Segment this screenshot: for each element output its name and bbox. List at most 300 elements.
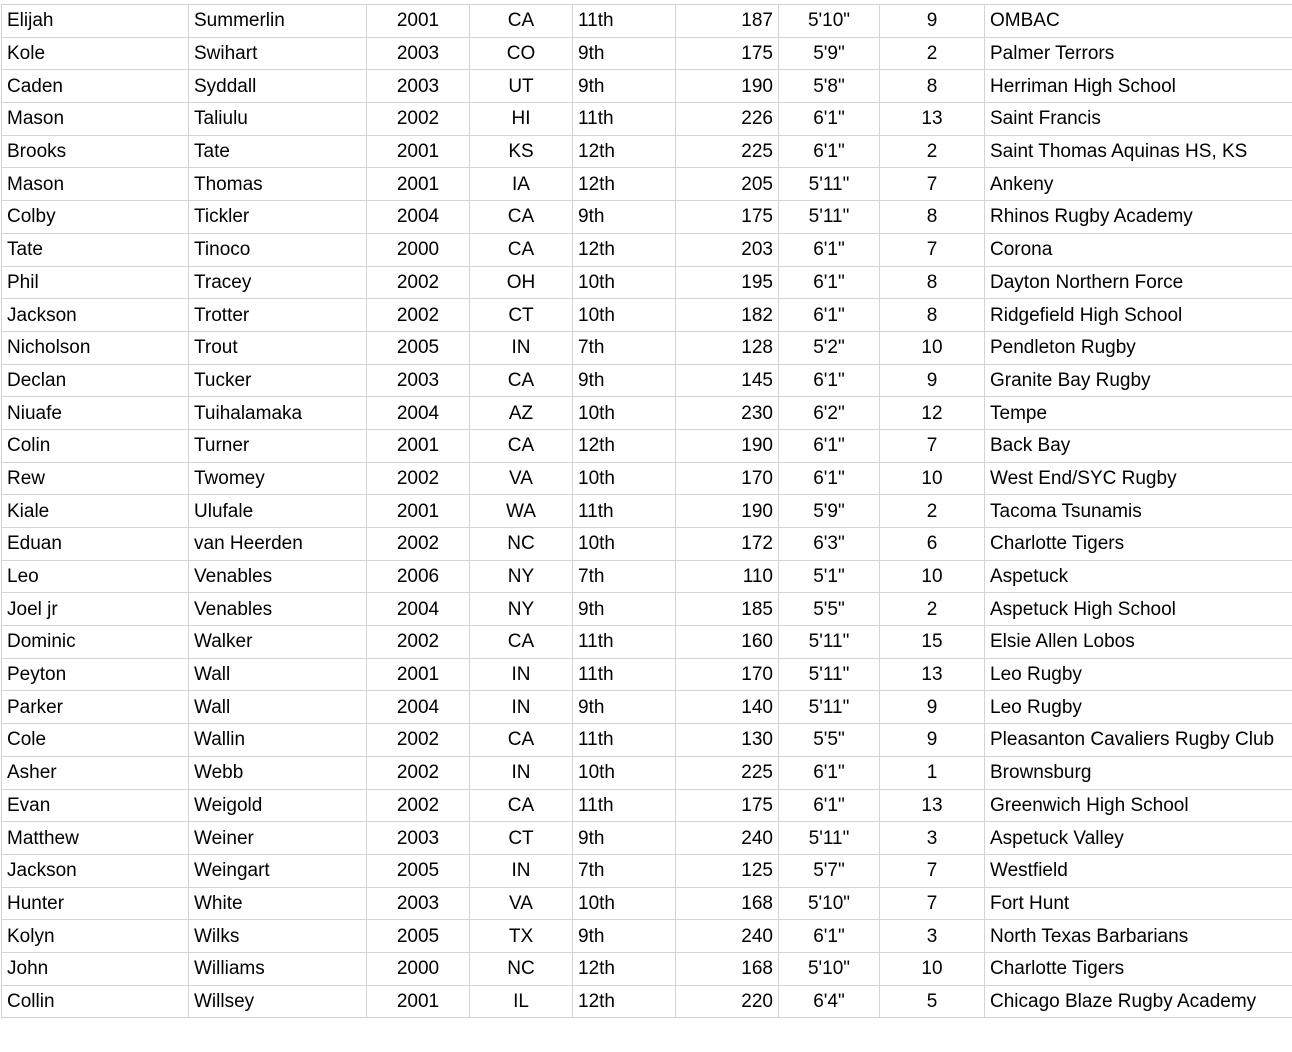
number-cell[interactable]: 13 — [880, 789, 985, 822]
height-cell[interactable]: 6'1" — [779, 789, 880, 822]
table-row — [2, 5, 1292, 38]
grade-cell[interactable]: 10th — [573, 397, 676, 430]
grade-cell[interactable]: 11th — [573, 103, 676, 136]
first-name-cell[interactable]: Caden — [2, 70, 189, 103]
first-name-cell[interactable]: Joel jr — [2, 593, 189, 626]
first-name-cell[interactable]: Collin — [2, 985, 189, 1018]
height-cell[interactable]: 6'2" — [779, 397, 880, 430]
grade-cell[interactable]: 11th — [573, 658, 676, 691]
last-name-cell[interactable]: Trout — [189, 331, 367, 364]
number-cell[interactable]: 13 — [880, 103, 985, 136]
table-row — [2, 429, 1292, 462]
last-name-cell[interactable]: White — [189, 887, 367, 920]
grade-cell[interactable]: 10th — [573, 756, 676, 789]
first-name-cell[interactable]: Nicholson — [2, 331, 189, 364]
birth-year-cell[interactable]: 2002 — [367, 789, 470, 822]
first-name-cell[interactable]: Jackson — [2, 299, 189, 332]
club-cell[interactable]: Brownsburg — [985, 756, 1292, 789]
birth-year-cell[interactable]: 2003 — [367, 887, 470, 920]
last-name-cell[interactable]: van Heerden — [189, 528, 367, 561]
table-row — [2, 985, 1292, 1018]
height-cell[interactable]: 5'5" — [779, 593, 880, 626]
grade-cell[interactable]: 7th — [573, 560, 676, 593]
weight-cell[interactable]: 230 — [676, 397, 779, 430]
grade-cell[interactable]: 12th — [573, 429, 676, 462]
state-cell[interactable]: IN — [470, 756, 573, 789]
weight-cell[interactable]: 110 — [676, 560, 779, 593]
club-cell[interactable]: Charlotte Tigers — [985, 952, 1292, 985]
state-cell[interactable]: IN — [470, 691, 573, 724]
roster-table — [1, 4, 1292, 1018]
grade-cell[interactable]: 12th — [573, 952, 676, 985]
state-cell[interactable]: CA — [470, 626, 573, 659]
birth-year-cell[interactable]: 2001 — [367, 429, 470, 462]
birth-year-cell[interactable]: 2004 — [367, 397, 470, 430]
height-cell[interactable]: 5'10" — [779, 5, 880, 38]
last-name-cell[interactable]: Williams — [189, 952, 367, 985]
table-row — [2, 462, 1292, 495]
first-name-cell[interactable]: Kolyn — [2, 920, 189, 953]
weight-cell[interactable]: 145 — [676, 364, 779, 397]
height-cell[interactable]: 5'11" — [779, 822, 880, 855]
birth-year-cell[interactable]: 2003 — [367, 37, 470, 70]
weight-cell[interactable]: 175 — [676, 37, 779, 70]
first-name-cell[interactable]: Mason — [2, 103, 189, 136]
grade-cell[interactable]: 10th — [573, 462, 676, 495]
birth-year-cell[interactable]: 2003 — [367, 822, 470, 855]
number-cell[interactable]: 10 — [880, 462, 985, 495]
grade-cell[interactable]: 11th — [573, 5, 676, 38]
first-name-cell[interactable]: John — [2, 952, 189, 985]
grade-cell[interactable]: 9th — [573, 37, 676, 70]
weight-cell[interactable]: 220 — [676, 985, 779, 1018]
weight-cell[interactable]: 175 — [676, 201, 779, 234]
last-name-cell[interactable]: Summerlin — [189, 5, 367, 38]
club-cell[interactable]: Pleasanton Cavaliers Rugby Club — [985, 724, 1292, 757]
birth-year-cell[interactable]: 2001 — [367, 5, 470, 38]
birth-year-cell[interactable]: 2000 — [367, 233, 470, 266]
table-row — [2, 168, 1292, 201]
number-cell[interactable]: 2 — [880, 593, 985, 626]
table-row — [2, 528, 1292, 561]
weight-cell[interactable]: 128 — [676, 331, 779, 364]
table-row — [2, 495, 1292, 528]
number-cell[interactable]: 3 — [880, 822, 985, 855]
height-cell[interactable]: 6'1" — [779, 103, 880, 136]
club-cell[interactable]: Pendleton Rugby — [985, 331, 1292, 364]
weight-cell[interactable]: 160 — [676, 626, 779, 659]
height-cell[interactable]: 6'1" — [779, 135, 880, 168]
height-cell[interactable]: 5'10" — [779, 952, 880, 985]
table-row — [2, 724, 1292, 757]
state-cell[interactable]: NC — [470, 952, 573, 985]
last-name-cell[interactable]: Tate — [189, 135, 367, 168]
number-cell[interactable]: 2 — [880, 135, 985, 168]
weight-cell[interactable]: 240 — [676, 822, 779, 855]
club-cell[interactable]: North Texas Barbarians — [985, 920, 1292, 953]
weight-cell[interactable]: 185 — [676, 593, 779, 626]
birth-year-cell[interactable]: 2002 — [367, 299, 470, 332]
club-cell[interactable]: Greenwich High School — [985, 789, 1292, 822]
last-name-cell[interactable]: Venables — [189, 593, 367, 626]
state-cell[interactable]: CO — [470, 37, 573, 70]
weight-cell[interactable]: 168 — [676, 887, 779, 920]
number-cell[interactable]: 10 — [880, 331, 985, 364]
number-cell[interactable]: 9 — [880, 724, 985, 757]
weight-cell[interactable]: 172 — [676, 528, 779, 561]
height-cell[interactable]: 6'1" — [779, 920, 880, 953]
club-cell[interactable]: Fort Hunt — [985, 887, 1292, 920]
number-cell[interactable]: 9 — [880, 364, 985, 397]
club-cell[interactable]: Saint Thomas Aquinas HS, KS — [985, 135, 1292, 168]
state-cell[interactable]: UT — [470, 70, 573, 103]
number-cell[interactable]: 9 — [880, 5, 985, 38]
weight-cell[interactable]: 190 — [676, 495, 779, 528]
table-row — [2, 103, 1292, 136]
weight-cell[interactable]: 175 — [676, 789, 779, 822]
birth-year-cell[interactable]: 2001 — [367, 985, 470, 1018]
height-cell[interactable]: 6'1" — [779, 233, 880, 266]
table-row — [2, 822, 1292, 855]
first-name-cell[interactable]: Eduan — [2, 528, 189, 561]
state-cell[interactable]: CA — [470, 5, 573, 38]
birth-year-cell[interactable]: 2002 — [367, 266, 470, 299]
last-name-cell[interactable]: Wall — [189, 691, 367, 724]
grade-cell[interactable]: 11th — [573, 495, 676, 528]
weight-cell[interactable]: 168 — [676, 952, 779, 985]
club-cell[interactable]: OMBAC — [985, 5, 1292, 38]
birth-year-cell[interactable]: 2004 — [367, 201, 470, 234]
birth-year-cell[interactable]: 2002 — [367, 528, 470, 561]
height-cell[interactable]: 5'9" — [779, 37, 880, 70]
height-cell[interactable]: 5'11" — [779, 691, 880, 724]
club-cell[interactable]: Corona — [985, 233, 1292, 266]
weight-cell[interactable]: 140 — [676, 691, 779, 724]
club-cell[interactable]: Granite Bay Rugby — [985, 364, 1292, 397]
first-name-cell[interactable]: Dominic — [2, 626, 189, 659]
grade-cell[interactable]: 11th — [573, 789, 676, 822]
state-cell[interactable]: IN — [470, 854, 573, 887]
birth-year-cell[interactable]: 2002 — [367, 626, 470, 659]
state-cell[interactable]: IN — [470, 658, 573, 691]
state-cell[interactable]: VA — [470, 462, 573, 495]
state-cell[interactable]: KS — [470, 135, 573, 168]
weight-cell[interactable]: 190 — [676, 429, 779, 462]
last-name-cell[interactable]: Thomas — [189, 168, 367, 201]
number-cell[interactable]: 6 — [880, 528, 985, 561]
birth-year-cell[interactable]: 2004 — [367, 593, 470, 626]
height-cell[interactable]: 5'1" — [779, 560, 880, 593]
number-cell[interactable]: 7 — [880, 233, 985, 266]
last-name-cell[interactable]: Ulufale — [189, 495, 367, 528]
grade-cell[interactable]: 9th — [573, 364, 676, 397]
table-row — [2, 233, 1292, 266]
state-cell[interactable]: WA — [470, 495, 573, 528]
state-cell[interactable]: NC — [470, 528, 573, 561]
weight-cell[interactable]: 225 — [676, 756, 779, 789]
number-cell[interactable]: 9 — [880, 691, 985, 724]
grade-cell[interactable]: 9th — [573, 822, 676, 855]
table-row — [2, 397, 1292, 430]
club-cell[interactable]: Aspetuck — [985, 560, 1292, 593]
weight-cell[interactable]: 187 — [676, 5, 779, 38]
height-cell[interactable]: 5'11" — [779, 201, 880, 234]
weight-cell[interactable]: 240 — [676, 920, 779, 953]
weight-cell[interactable]: 130 — [676, 724, 779, 757]
club-cell[interactable]: Elsie Allen Lobos — [985, 626, 1292, 659]
state-cell[interactable]: TX — [470, 920, 573, 953]
last-name-cell[interactable]: Walker — [189, 626, 367, 659]
weight-cell[interactable]: 182 — [676, 299, 779, 332]
grade-cell[interactable]: 9th — [573, 201, 676, 234]
state-cell[interactable]: CT — [470, 299, 573, 332]
last-name-cell[interactable]: Wilks — [189, 920, 367, 953]
height-cell[interactable]: 5'11" — [779, 626, 880, 659]
grade-cell[interactable]: 10th — [573, 887, 676, 920]
birth-year-cell[interactable]: 2003 — [367, 70, 470, 103]
club-cell[interactable]: Leo Rugby — [985, 691, 1292, 724]
club-cell[interactable]: West End/SYC Rugby — [985, 462, 1292, 495]
number-cell[interactable]: 10 — [880, 952, 985, 985]
first-name-cell[interactable]: Mason — [2, 168, 189, 201]
table-row — [2, 560, 1292, 593]
first-name-cell[interactable]: Peyton — [2, 658, 189, 691]
state-cell[interactable]: IA — [470, 168, 573, 201]
grade-cell[interactable]: 10th — [573, 528, 676, 561]
last-name-cell[interactable]: Tucker — [189, 364, 367, 397]
grade-cell[interactable]: 10th — [573, 266, 676, 299]
height-cell[interactable]: 6'1" — [779, 429, 880, 462]
birth-year-cell[interactable]: 2002 — [367, 462, 470, 495]
state-cell[interactable]: CA — [470, 364, 573, 397]
club-cell[interactable]: Saint Francis — [985, 103, 1292, 136]
club-cell[interactable]: Palmer Terrors — [985, 37, 1292, 70]
club-cell[interactable]: Back Bay — [985, 429, 1292, 462]
birth-year-cell[interactable]: 2001 — [367, 168, 470, 201]
club-cell[interactable]: Leo Rugby — [985, 658, 1292, 691]
weight-cell[interactable]: 170 — [676, 658, 779, 691]
number-cell[interactable]: 3 — [880, 920, 985, 953]
last-name-cell[interactable]: Tuihalamaka — [189, 397, 367, 430]
club-cell[interactable]: Aspetuck Valley — [985, 822, 1292, 855]
height-cell[interactable]: 5'11" — [779, 168, 880, 201]
club-cell[interactable]: Dayton Northern Force — [985, 266, 1292, 299]
table-row — [2, 299, 1292, 332]
first-name-cell[interactable]: Brooks — [2, 135, 189, 168]
birth-year-cell[interactable]: 2004 — [367, 691, 470, 724]
number-cell[interactable]: 8 — [880, 201, 985, 234]
last-name-cell[interactable]: Swihart — [189, 37, 367, 70]
last-name-cell[interactable]: Wall — [189, 658, 367, 691]
last-name-cell[interactable]: Turner — [189, 429, 367, 462]
state-cell[interactable]: CA — [470, 201, 573, 234]
last-name-cell[interactable]: Tickler — [189, 201, 367, 234]
grade-cell[interactable]: 10th — [573, 299, 676, 332]
height-cell[interactable]: 6'1" — [779, 462, 880, 495]
state-cell[interactable]: CA — [470, 724, 573, 757]
table-row — [2, 364, 1292, 397]
table-row — [2, 331, 1292, 364]
first-name-cell[interactable]: Cole — [2, 724, 189, 757]
weight-cell[interactable]: 226 — [676, 103, 779, 136]
state-cell[interactable]: HI — [470, 103, 573, 136]
last-name-cell[interactable]: Tinoco — [189, 233, 367, 266]
grade-cell[interactable]: 12th — [573, 135, 676, 168]
number-cell[interactable]: 2 — [880, 37, 985, 70]
birth-year-cell[interactable]: 2001 — [367, 658, 470, 691]
height-cell[interactable]: 6'4" — [779, 985, 880, 1018]
first-name-cell[interactable]: Elijah — [2, 5, 189, 38]
number-cell[interactable]: 8 — [880, 299, 985, 332]
weight-cell[interactable]: 225 — [676, 135, 779, 168]
last-name-cell[interactable]: Weingart — [189, 854, 367, 887]
table-row — [2, 756, 1292, 789]
state-cell[interactable]: IL — [470, 985, 573, 1018]
first-name-cell[interactable]: Kole — [2, 37, 189, 70]
last-name-cell[interactable]: Willsey — [189, 985, 367, 1018]
grade-cell[interactable]: 12th — [573, 233, 676, 266]
number-cell[interactable]: 7 — [880, 168, 985, 201]
grade-cell[interactable]: 11th — [573, 626, 676, 659]
first-name-cell[interactable]: Colby — [2, 201, 189, 234]
state-cell[interactable]: CA — [470, 789, 573, 822]
last-name-cell[interactable]: Weiner — [189, 822, 367, 855]
height-cell[interactable]: 5'2" — [779, 331, 880, 364]
table-row — [2, 593, 1292, 626]
number-cell[interactable]: 8 — [880, 70, 985, 103]
grade-cell[interactable]: 9th — [573, 920, 676, 953]
last-name-cell[interactable]: Wallin — [189, 724, 367, 757]
first-name-cell[interactable]: Declan — [2, 364, 189, 397]
height-cell[interactable]: 6'3" — [779, 528, 880, 561]
birth-year-cell[interactable]: 2002 — [367, 756, 470, 789]
number-cell[interactable]: 13 — [880, 658, 985, 691]
height-cell[interactable]: 5'7" — [779, 854, 880, 887]
weight-cell[interactable]: 125 — [676, 854, 779, 887]
number-cell[interactable]: 10 — [880, 560, 985, 593]
grade-cell[interactable]: 11th — [573, 724, 676, 757]
weight-cell[interactable]: 190 — [676, 70, 779, 103]
birth-year-cell[interactable]: 2000 — [367, 952, 470, 985]
club-cell[interactable]: Westfield — [985, 854, 1292, 887]
last-name-cell[interactable]: Webb — [189, 756, 367, 789]
number-cell[interactable]: 2 — [880, 495, 985, 528]
grade-cell[interactable]: 12th — [573, 168, 676, 201]
weight-cell[interactable]: 205 — [676, 168, 779, 201]
first-name-cell[interactable]: Matthew — [2, 822, 189, 855]
first-name-cell[interactable]: Leo — [2, 560, 189, 593]
height-cell[interactable]: 5'9" — [779, 495, 880, 528]
state-cell[interactable]: AZ — [470, 397, 573, 430]
first-name-cell[interactable]: Niuafe — [2, 397, 189, 430]
weight-cell[interactable]: 203 — [676, 233, 779, 266]
first-name-cell[interactable]: Phil — [2, 266, 189, 299]
height-cell[interactable]: 5'11" — [779, 658, 880, 691]
club-cell[interactable]: Tempe — [985, 397, 1292, 430]
last-name-cell[interactable]: Syddall — [189, 70, 367, 103]
club-cell[interactable]: Ankeny — [985, 168, 1292, 201]
birth-year-cell[interactable]: 2005 — [367, 854, 470, 887]
height-cell[interactable]: 5'10" — [779, 887, 880, 920]
grade-cell[interactable]: 7th — [573, 854, 676, 887]
state-cell[interactable]: IN — [470, 331, 573, 364]
state-cell[interactable]: CA — [470, 429, 573, 462]
number-cell[interactable]: 7 — [880, 429, 985, 462]
table-row — [2, 37, 1292, 70]
last-name-cell[interactable]: Twomey — [189, 462, 367, 495]
height-cell[interactable]: 6'1" — [779, 266, 880, 299]
first-name-cell[interactable]: Asher — [2, 756, 189, 789]
number-cell[interactable]: 7 — [880, 887, 985, 920]
roster-body — [2, 5, 1292, 1018]
first-name-cell[interactable]: Colin — [2, 429, 189, 462]
club-cell[interactable]: Ridgefield High School — [985, 299, 1292, 332]
birth-year-cell[interactable]: 2006 — [367, 560, 470, 593]
club-cell[interactable]: Aspetuck High School — [985, 593, 1292, 626]
state-cell[interactable]: NY — [470, 560, 573, 593]
birth-year-cell[interactable]: 2003 — [367, 364, 470, 397]
birth-year-cell[interactable]: 2005 — [367, 331, 470, 364]
club-cell[interactable]: Rhinos Rugby Academy — [985, 201, 1292, 234]
last-name-cell[interactable]: Trotter — [189, 299, 367, 332]
first-name-cell[interactable]: Rew — [2, 462, 189, 495]
first-name-cell[interactable]: Parker — [2, 691, 189, 724]
grade-cell[interactable]: 9th — [573, 593, 676, 626]
last-name-cell[interactable]: Venables — [189, 560, 367, 593]
grade-cell[interactable]: 12th — [573, 985, 676, 1018]
number-cell[interactable]: 7 — [880, 854, 985, 887]
number-cell[interactable]: 15 — [880, 626, 985, 659]
height-cell[interactable]: 6'1" — [779, 364, 880, 397]
birth-year-cell[interactable]: 2002 — [367, 724, 470, 757]
first-name-cell[interactable]: Kiale — [2, 495, 189, 528]
number-cell[interactable]: 5 — [880, 985, 985, 1018]
last-name-cell[interactable]: Taliulu — [189, 103, 367, 136]
height-cell[interactable]: 5'8" — [779, 70, 880, 103]
first-name-cell[interactable]: Tate — [2, 233, 189, 266]
first-name-cell[interactable]: Hunter — [2, 887, 189, 920]
birth-year-cell[interactable]: 2002 — [367, 103, 470, 136]
club-cell[interactable]: Herriman High School — [985, 70, 1292, 103]
state-cell[interactable]: CA — [470, 233, 573, 266]
grade-cell[interactable]: 9th — [573, 70, 676, 103]
first-name-cell[interactable]: Jackson — [2, 854, 189, 887]
state-cell[interactable]: CT — [470, 822, 573, 855]
number-cell[interactable]: 12 — [880, 397, 985, 430]
height-cell[interactable]: 5'5" — [779, 724, 880, 757]
weight-cell[interactable]: 195 — [676, 266, 779, 299]
first-name-cell[interactable]: Evan — [2, 789, 189, 822]
last-name-cell[interactable]: Tracey — [189, 266, 367, 299]
height-cell[interactable]: 6'1" — [779, 756, 880, 789]
state-cell[interactable]: NY — [470, 593, 573, 626]
club-cell[interactable]: Charlotte Tigers — [985, 528, 1292, 561]
birth-year-cell[interactable]: 2001 — [367, 135, 470, 168]
weight-cell[interactable]: 170 — [676, 462, 779, 495]
height-cell[interactable]: 6'1" — [779, 299, 880, 332]
number-cell[interactable]: 1 — [880, 756, 985, 789]
state-cell[interactable]: VA — [470, 887, 573, 920]
club-cell[interactable]: Tacoma Tsunamis — [985, 495, 1292, 528]
club-cell[interactable]: Chicago Blaze Rugby Academy — [985, 985, 1292, 1018]
birth-year-cell[interactable]: 2005 — [367, 920, 470, 953]
state-cell[interactable]: OH — [470, 266, 573, 299]
last-name-cell[interactable]: Weigold — [189, 789, 367, 822]
grade-cell[interactable]: 7th — [573, 331, 676, 364]
birth-year-cell[interactable]: 2001 — [367, 495, 470, 528]
number-cell[interactable]: 8 — [880, 266, 985, 299]
grade-cell[interactable]: 9th — [573, 691, 676, 724]
